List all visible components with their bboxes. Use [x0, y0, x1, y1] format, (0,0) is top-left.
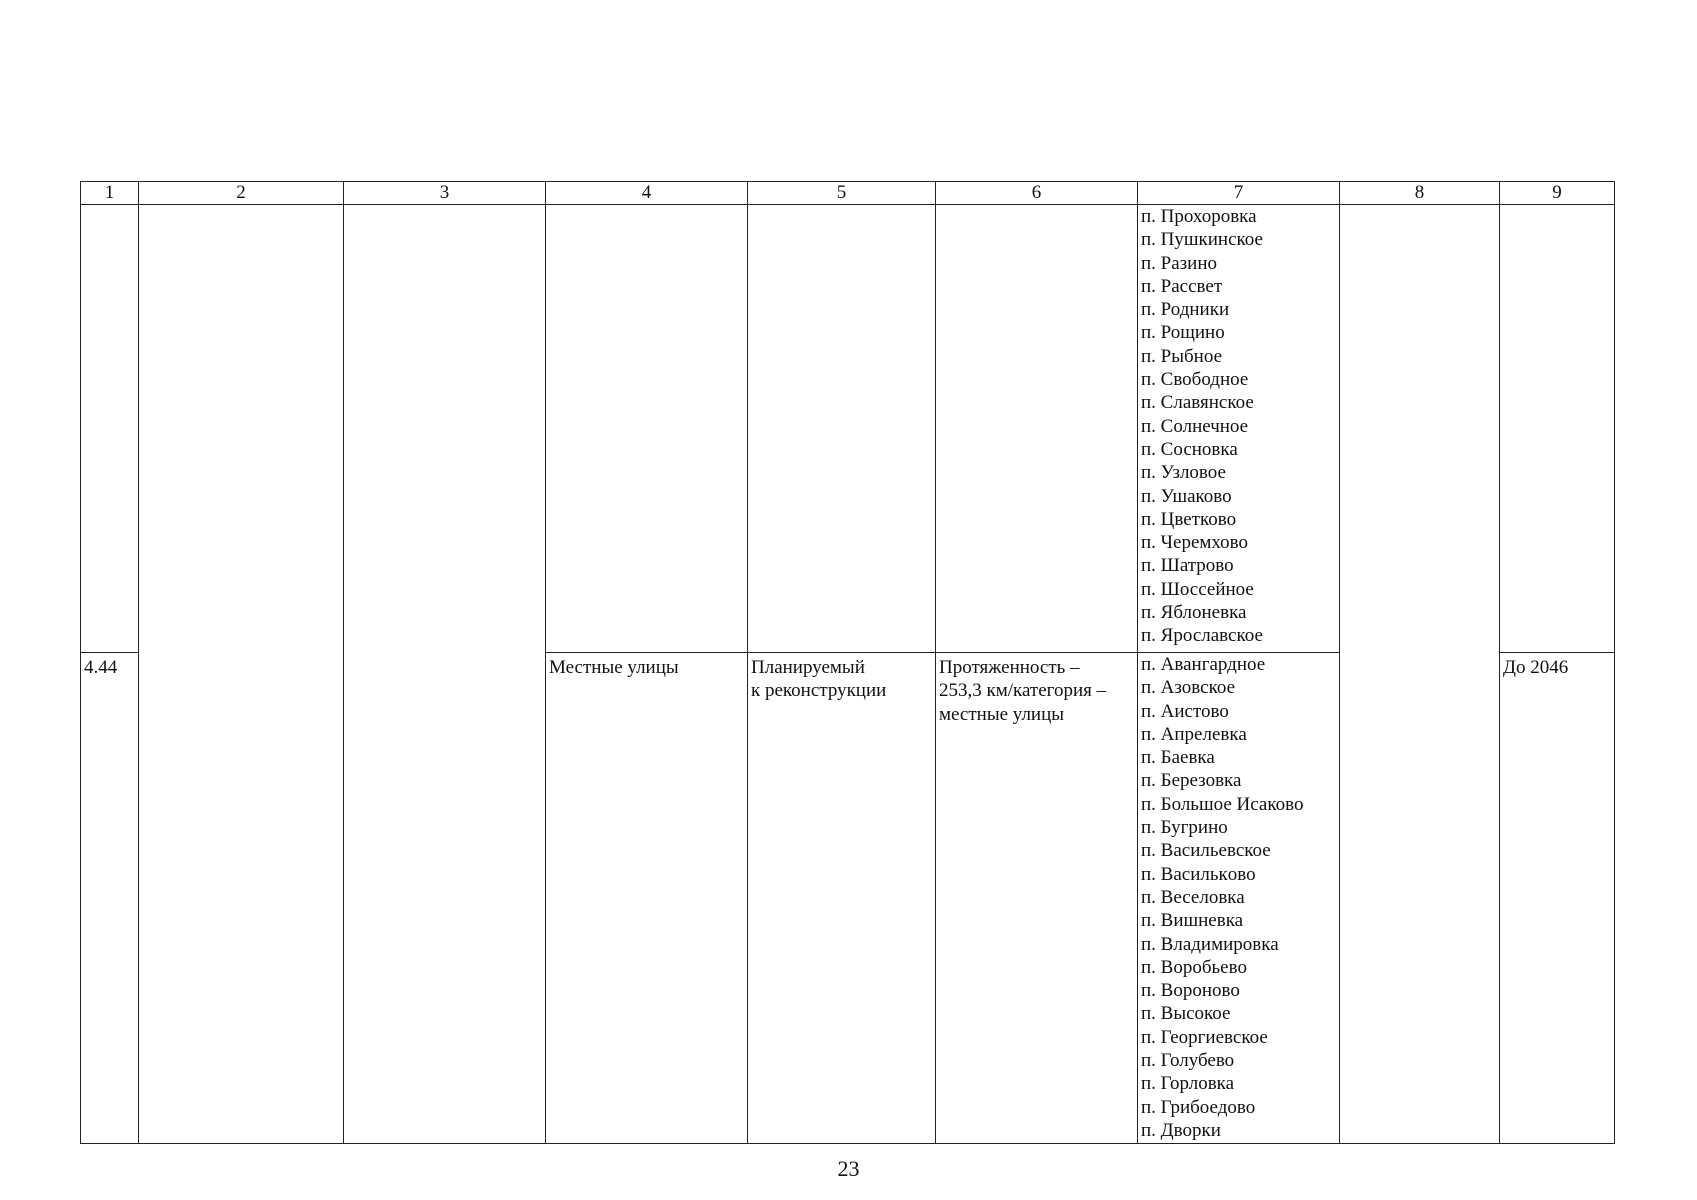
- col-header-9: 9: [1500, 182, 1615, 205]
- settlement-item: п. Апрелевка: [1141, 723, 1247, 745]
- settlement-list: [1138, 205, 1339, 648]
- characteristics-line: 253,3 км/категория –: [939, 680, 1107, 702]
- settlement-item: п. Рассвет: [1141, 275, 1223, 297]
- settlement-item: п. Высокое: [1141, 1003, 1231, 1025]
- data-table: [80, 181, 1615, 1144]
- settlement-item: п. Аистово: [1141, 700, 1229, 722]
- settlement-item: п. Цветково: [1141, 508, 1237, 530]
- object-name: Местные улицы: [549, 657, 679, 678]
- deadline-cell: [1500, 205, 1615, 653]
- settlements-cell: [1138, 205, 1340, 653]
- settlement-item: п. Рощино: [1141, 322, 1225, 344]
- characteristics-cell: [936, 205, 1138, 653]
- settlement-item: п. Сосновка: [1141, 438, 1238, 460]
- settlement-item: п. Прохоровка: [1141, 206, 1257, 227]
- row-number-cell: [81, 205, 139, 653]
- row-number: 4.44: [84, 657, 118, 678]
- settlement-item: п. Владимировка: [1141, 933, 1279, 955]
- settlement-item: п. Баевка: [1141, 747, 1215, 769]
- status-line: Планируемый: [751, 657, 865, 678]
- row-number-cell: [81, 653, 139, 1144]
- name-cell: [546, 205, 748, 653]
- column-3-cell: [344, 205, 546, 1144]
- col-header-2: 2: [139, 182, 344, 205]
- settlement-item: п. Ярославское: [1141, 625, 1263, 647]
- settlement-item: п. Горловка: [1141, 1073, 1235, 1095]
- object-characteristics: [936, 653, 1137, 726]
- col-header-4: 4: [546, 182, 748, 205]
- settlement-item: п. Узловое: [1141, 462, 1226, 484]
- status-line: к реконструкции: [751, 680, 887, 702]
- settlement-item: п. Пушкинское: [1141, 229, 1263, 251]
- header-row: [81, 182, 1615, 205]
- settlement-item: п. Голубево: [1141, 1050, 1235, 1072]
- column-2-cell: [139, 205, 344, 1144]
- col-header-6: 6: [936, 182, 1138, 205]
- object-status: [748, 653, 935, 703]
- settlement-list: [1138, 653, 1339, 1142]
- settlement-item: п. Грибоедово: [1141, 1096, 1256, 1118]
- col-header-7: 7: [1138, 182, 1340, 205]
- settlement-item: п. Разино: [1141, 252, 1218, 274]
- settlement-item: п. Дворки: [1141, 1119, 1221, 1141]
- settlement-item: п. Авангардное: [1141, 654, 1266, 675]
- settlement-item: п. Бугрино: [1141, 817, 1228, 839]
- page-number: 23: [837, 1156, 860, 1181]
- name-cell: [546, 653, 748, 1144]
- settlement-item: п. Шоссейное: [1141, 578, 1254, 600]
- settlement-item: п. Солнечное: [1141, 415, 1249, 437]
- deadline: До 2046: [1503, 657, 1569, 678]
- settlement-item: п. Славянское: [1141, 392, 1254, 414]
- settlement-item: п. Свободное: [1141, 369, 1249, 391]
- col-header-5: 5: [748, 182, 936, 205]
- characteristics-line: Протяженность –: [939, 657, 1080, 678]
- settlement-item: п. Рыбное: [1141, 345, 1223, 367]
- settlement-item: п. Вороново: [1141, 980, 1240, 1002]
- settlement-item: п. Василькoво: [1141, 863, 1256, 885]
- settlements-cell: [1138, 653, 1340, 1144]
- settlement-item: п. Азовское: [1141, 677, 1236, 699]
- settlement-item: п. Березовка: [1141, 770, 1242, 792]
- characteristics-line: местные улицы: [939, 703, 1065, 725]
- column-8-cell: [1340, 205, 1500, 1144]
- col-header-3: 3: [344, 182, 546, 205]
- status-cell: [748, 653, 936, 1144]
- settlement-item: п. Васильевское: [1141, 840, 1271, 862]
- settlement-item: п. Георгиевское: [1141, 1026, 1268, 1048]
- col-header-8: 8: [1340, 182, 1500, 205]
- settlement-item: п. Вишневка: [1141, 910, 1244, 932]
- settlement-item: п. Веселовка: [1141, 886, 1245, 908]
- settlement-item: п. Черемхово: [1141, 532, 1249, 554]
- settlement-item: п. Яблоневка: [1141, 602, 1247, 624]
- settlement-item: п. Ушаково: [1141, 485, 1232, 507]
- deadline-cell: [1500, 653, 1615, 1144]
- settlement-item: п. Воробьево: [1141, 956, 1247, 978]
- col-header-1: 1: [81, 182, 139, 205]
- characteristics-cell: [936, 653, 1138, 1144]
- status-cell: [748, 205, 936, 653]
- settlement-item: п. Родники: [1141, 299, 1230, 321]
- settlement-item: п. Большое Исаково: [1141, 793, 1304, 815]
- table-row-continued: [81, 205, 1615, 653]
- settlement-item: п. Шатрово: [1141, 555, 1234, 577]
